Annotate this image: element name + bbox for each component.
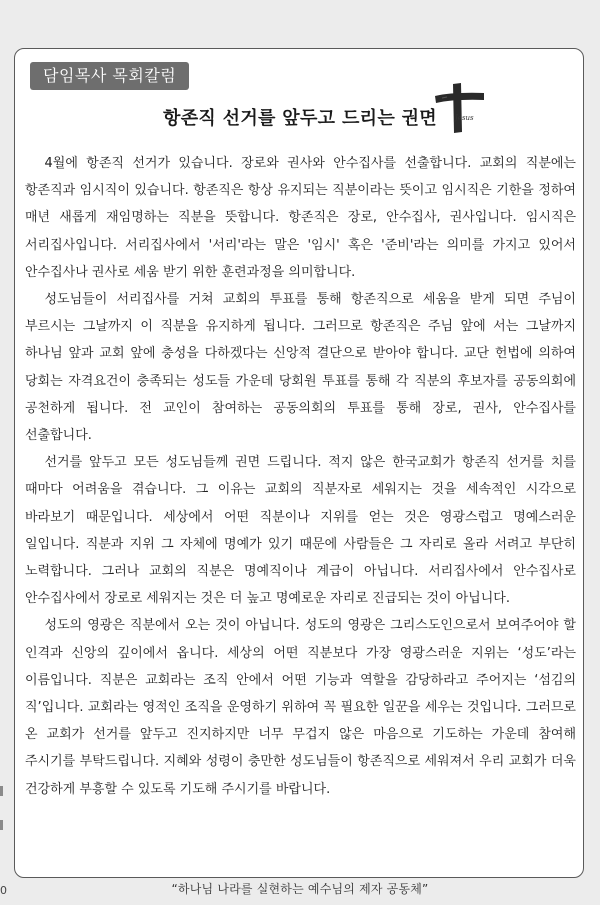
margin-mark (0, 820, 3, 830)
column-body (25, 150, 576, 803)
paragraph: 선거를 앞두고 모든 성도님들께 권면 드립니다. 적지 않은 한국교회가 항존직 선거를 치를 때마다 어려움을 겪습니다. 그 이유는 교회의 직분자로 세워지는 것을 세속적인 시각으로 바라보기 때문입니다. 세상에서 어떤 직분이나 지위를 얻는 것은 영광스럽고 명예스러운 일입니다. 직분과 지위 그 자체에 명예가 있기 때문에 사람들은 그 자리로 올라 서려고 부단히 노력합니다. 그러나 교회의 직분은 명예직이나 계급이 아닙니다. 서리집사에서 안수집사로 안수집사에서 장로로 세워지는 것은 더 높고 명예로운 자리로 진급되는 것이 아닙니다. (25, 455, 576, 607)
paragraph: 4월에 항존직 선거가 있습니다. 장로와 권사와 안수집사를 선출합니다. 교회의 직분에는 항존직과 임시직이 있습니다. 항존직은 항상 유지되는 직분이라는 뜻이고 임시직은 기한을 정하여 매년 새롭게 재임명하는 직분을 뜻합니다. 항존직은 장로, 안수집사, 권사입니다. 임시직은 서리집사입니다. 서리집사에서 '서리'라는 말은 '임시' 혹은 '준비'라는 의미를 가지고 있어서 안수집사나 권사로 세움 받기 위한 훈련과정을 의미합니다. (25, 156, 576, 280)
page-title: 항존직 선거를 앞두고 드리는 권면 (163, 108, 437, 129)
cross-emblem-icon (432, 82, 488, 134)
page-number: 0 (0, 884, 7, 897)
cross-emblem-label: Jesus (455, 114, 474, 122)
margin-mark (0, 786, 3, 796)
column-tag: 담임목사 목회칼럼 (30, 62, 189, 90)
paragraph: 성도님들이 서리집사를 거쳐 교회의 투표를 통해 항존직으로 세움을 받게 되면 주님이 부르시는 그날까지 이 직분을 유지하게 됩니다. 그러므로 항존직은 주님 앞에 서는 그날까지 하나님 앞과 교회 앞에 충성을 다하겠다는 신앙적 결단으로 받아야 합니다. 교단 헌법에 의하여 당회는 자격요건이 충족되는 성도들 가운데 당회원 투표를 통해 각 직분의 후보자를 공동의회에 공천하게 됩니다. 전 교인이 참여하는 공동의회의 투표를 통해 장로, 권사, 안수집사를 선출합니다. (25, 292, 576, 444)
paragraph: 성도의 영광은 직분에서 오는 것이 아닙니다. 성도의 영광은 그리스도인으로서 보여주어야 할 인격과 신앙의 깊이에서 옵니다. 세상의 어떤 직분보다 가장 영광스러운 지위는 ‘성도’라는 이름입니다. 직분은 교회라는 조직 안에서 어떤 기능과 역할을 감당하라고 주어지는 ‘섬김의 직’입니다. 교회라는 영적인 조직을 운영하기 위하여 꼭 필요한 일꾼을 세우는 것입니다. 그러므로 온 교회가 선거를 앞두고 진지하지만 너무 무겁지 않은 마음으로 기도하는 가운데 참여해 주시기를 부탁드립니다. 지혜와 성령이 충만한 성도님들이 항존직으로 세워져서 우리 교회가 더욱 건강하게 부흥할 수 있도록 기도해 주시기를 바랍니다. (25, 618, 576, 797)
footer-slogan: “하나님 나라를 실현하는 예수님의 제자 공동체” (171, 882, 429, 896)
